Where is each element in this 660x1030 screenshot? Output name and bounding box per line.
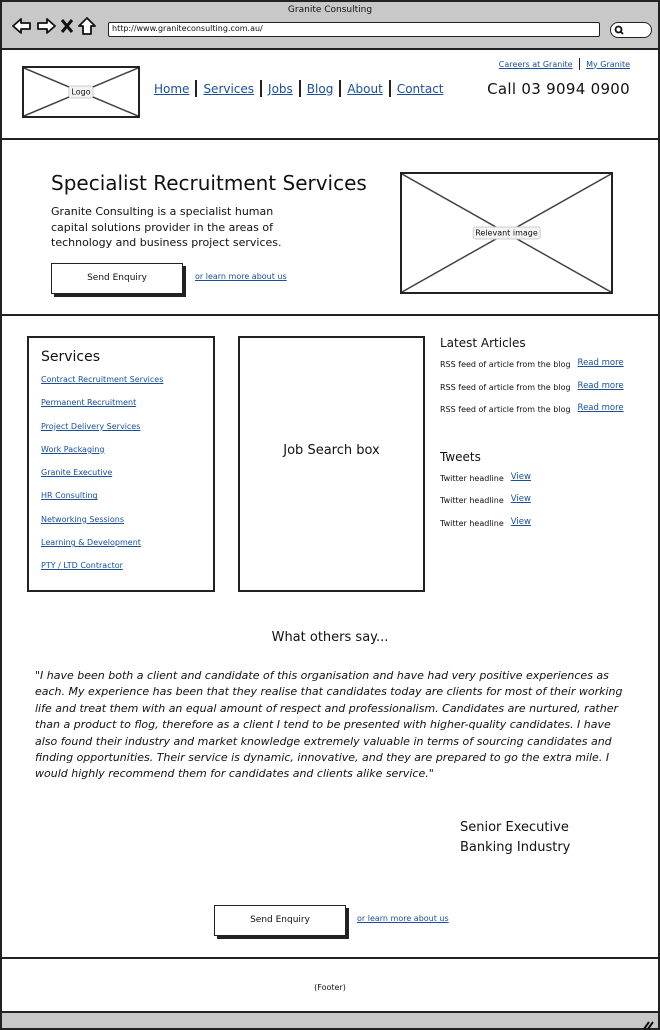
testimonial-title: What others say... bbox=[271, 630, 389, 645]
careers-link[interactable]: Careers at Granite bbox=[498, 59, 573, 69]
list-item bbox=[41, 561, 163, 584]
service-link-contract-recruitment[interactable]: Contract Recruitment Services bbox=[41, 375, 164, 384]
stop-icon[interactable] bbox=[60, 18, 74, 34]
hero-image bbox=[400, 172, 613, 294]
latest-articles-title: Latest Articles bbox=[440, 336, 526, 350]
service-link-work-packaging[interactable]: Work Packaging bbox=[41, 444, 105, 454]
article-text: RSS feed of article from the blog bbox=[440, 360, 571, 369]
tweet-text: Twitter headline bbox=[440, 496, 504, 505]
browser-search-button[interactable] bbox=[610, 22, 652, 38]
list-item bbox=[41, 491, 163, 514]
send-enquiry-button-bottom[interactable]: Send Enquiry bbox=[214, 905, 346, 936]
nav-about[interactable]: About bbox=[347, 81, 383, 96]
view-tweet-link[interactable]: View bbox=[510, 494, 531, 504]
hero-description: Granite Consulting is a specialist human capital solutions provider in the areas of technology and business project services. bbox=[51, 205, 282, 249]
service-link-networking-sessions[interactable]: Networking Sessions bbox=[41, 514, 125, 524]
nav-blog[interactable]: Blog bbox=[306, 81, 334, 96]
article-text: RSS feed of article from the blog bbox=[440, 382, 571, 392]
forward-arrow-icon[interactable] bbox=[36, 18, 56, 34]
home-icon[interactable] bbox=[78, 17, 96, 35]
nav-divider bbox=[260, 80, 262, 97]
list-item bbox=[41, 445, 163, 468]
read-more-link[interactable]: Read more bbox=[577, 403, 624, 413]
nav-jobs[interactable]: Jobs bbox=[268, 81, 293, 96]
hero-section bbox=[2, 140, 658, 316]
article-text: RSS feed of article from the blog bbox=[440, 405, 571, 414]
send-enquiry-button[interactable]: Send Enquiry bbox=[51, 263, 183, 294]
hero-image-label: Relevant image bbox=[472, 227, 541, 240]
tweet-row bbox=[440, 517, 650, 540]
article-row bbox=[440, 381, 650, 404]
my-granite-link[interactable]: My Granite bbox=[586, 59, 630, 69]
tweets-title: Tweets bbox=[440, 449, 481, 464]
tweets-section bbox=[440, 450, 650, 540]
attribution-role: Senior Executive bbox=[460, 820, 569, 835]
phone-number: Call 03 9094 0900 bbox=[487, 80, 630, 98]
tweet-text: Twitter headline bbox=[440, 518, 504, 528]
nav-divider bbox=[389, 80, 391, 97]
job-search-label: Job Search box bbox=[283, 442, 380, 458]
testimonial-attribution bbox=[460, 818, 570, 858]
nav-divider bbox=[339, 80, 341, 97]
nav-divider bbox=[579, 58, 581, 70]
list-item bbox=[41, 468, 163, 491]
list-item bbox=[41, 398, 163, 421]
nav-services[interactable]: Services bbox=[203, 81, 255, 96]
service-link-granite-executive[interactable]: Granite Executive bbox=[41, 468, 113, 478]
nav-contact[interactable]: Contact bbox=[396, 81, 444, 96]
logo-label: Logo bbox=[68, 86, 93, 99]
main-nav bbox=[154, 80, 444, 97]
service-link-project-delivery[interactable]: Project Delivery Services bbox=[41, 421, 141, 431]
read-more-link[interactable]: Read more bbox=[577, 380, 624, 391]
browser-status-bar bbox=[2, 1011, 658, 1028]
back-arrow-icon[interactable] bbox=[12, 18, 32, 34]
search-icon bbox=[614, 25, 624, 35]
site-header bbox=[2, 50, 658, 140]
services-title: Services bbox=[41, 349, 101, 365]
service-link-pty-ltd-contractor[interactable]: PTY / LTD Contractor bbox=[41, 561, 123, 571]
nav-divider bbox=[195, 80, 197, 97]
list-item bbox=[41, 375, 163, 398]
footer-label: (Footer) bbox=[314, 983, 346, 992]
logo[interactable] bbox=[22, 66, 140, 118]
learn-more-link-bottom[interactable]: or learn more about us bbox=[357, 914, 449, 923]
tweet-text: Twitter headline bbox=[440, 473, 504, 483]
tweet-row bbox=[440, 472, 650, 495]
nav-home[interactable]: Home bbox=[154, 81, 190, 96]
view-tweet-link[interactable]: View bbox=[510, 471, 531, 482]
list-item bbox=[41, 515, 163, 538]
learn-more-link[interactable]: or learn more about us bbox=[195, 272, 287, 281]
service-link-hr-consulting[interactable]: HR Consulting bbox=[41, 491, 98, 501]
url-input[interactable]: http://www.graniteconsulting.com.au/ bbox=[108, 22, 600, 37]
sidebar-feeds bbox=[440, 336, 650, 539]
browser-toolbar bbox=[2, 2, 658, 50]
services-panel bbox=[27, 336, 215, 592]
list-item bbox=[41, 538, 163, 561]
list-item bbox=[41, 422, 163, 445]
services-list bbox=[41, 375, 163, 585]
hero-title: Specialist Recruitment Services bbox=[51, 171, 367, 195]
testimonial-quote: "I have been both a client and candidate of this organisation and have had very positive experiences as each. My experience has been that they realise that candidates today are clients for most of their working life and treat them with an equal amount of respect and professionalism. Candidates are nurtured, rather than a product to flog, therefore as a client I tend to be presented with higher-quality candidates. I have also found their industry and market knowledge extremely valuable in terms of sourcing candidates and finding opportunities. Their service is dynamic, innovative, and they are prepared to go the extra mile. I would highly recommend them for candidates and clients alike service." bbox=[35, 669, 623, 781]
window-title: Granite Consulting bbox=[287, 5, 373, 15]
utility-nav bbox=[499, 58, 630, 70]
tweet-row bbox=[440, 494, 650, 517]
attribution-industry: Banking Industry bbox=[460, 840, 571, 855]
view-tweet-link[interactable]: View bbox=[510, 516, 531, 527]
service-link-learning-development[interactable]: Learning & Development bbox=[41, 538, 141, 548]
resize-grip-icon[interactable] bbox=[642, 1015, 654, 1030]
service-link-permanent-recruitment[interactable]: Permanent Recruitment bbox=[41, 398, 137, 408]
article-row bbox=[440, 358, 650, 381]
article-row bbox=[440, 403, 650, 426]
job-search-box[interactable] bbox=[238, 336, 425, 592]
nav-divider bbox=[299, 80, 301, 97]
site-footer bbox=[2, 957, 658, 1013]
read-more-link[interactable]: Read more bbox=[577, 358, 624, 368]
